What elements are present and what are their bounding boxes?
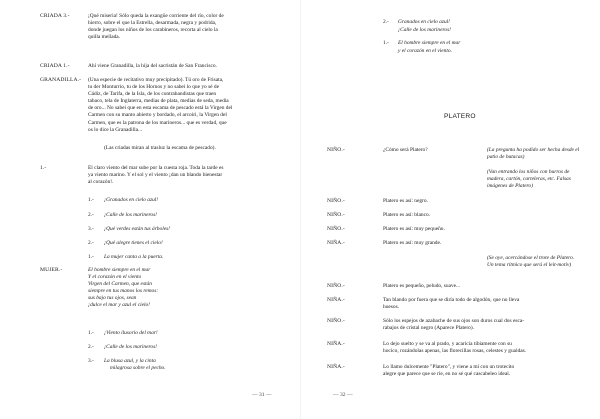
line-number: 1.- bbox=[88, 330, 94, 336]
page-number: — 31 — bbox=[252, 392, 272, 398]
speaker-granadilla: GRANADILLA.- bbox=[40, 77, 82, 83]
speaker-nino: NIÑO.- bbox=[327, 318, 345, 324]
speech-line: huesos. bbox=[383, 304, 400, 311]
text-line: ¡Qué miseria! Sólo queda la exangüe corriente del río, color de bbox=[88, 13, 224, 19]
direction-line: Un tema rítmico que será el leit-motiv) bbox=[487, 262, 572, 269]
speaker-1-speech bbox=[88, 165, 282, 186]
stage-direction: (Las criadas miran al trasluz la escama de pescado). bbox=[104, 145, 216, 151]
verse-line: ¡Viento ilusorio del mar! bbox=[104, 330, 158, 336]
granadilla-speech bbox=[88, 77, 282, 134]
line-number: 3.- bbox=[88, 358, 94, 364]
line-number: 1.- bbox=[383, 40, 389, 46]
verse-line: ¡Qué verdes están tus árboles! bbox=[104, 226, 170, 232]
speaker-nino: NIÑO.- bbox=[327, 212, 345, 218]
right-page bbox=[300, 0, 600, 419]
speech-block bbox=[383, 318, 591, 332]
line-number: 1.- bbox=[88, 197, 94, 203]
speaker-nino: NIÑO.- bbox=[327, 283, 345, 289]
speech-line: Platero es así: muy pequeño. bbox=[383, 226, 445, 232]
text-line: hierro, sobre el que la Estrella, desarmada, negra y podrida, bbox=[88, 20, 217, 27]
speaker-criada-1: CRIADA 1.- bbox=[40, 63, 70, 69]
criada-1-speech bbox=[88, 63, 278, 70]
speaker-1: 1.- bbox=[40, 165, 47, 171]
verse-line: ¡Calle de los marineros! bbox=[104, 212, 157, 218]
verse-line: Virgen del Carmen, que están bbox=[88, 281, 152, 288]
text-line: os lo dice la Granadilla... bbox=[88, 126, 143, 133]
speech-line: alegre que parece que se ríe, en no sé qué cascabeleo ideal. bbox=[383, 371, 511, 378]
text-line: El claro viento del mar sube por la cuesta roja. Toda la tarde es bbox=[88, 165, 224, 171]
text-line: de oro... No sabei que en esta escama de pescado está la Virgen del bbox=[88, 105, 233, 112]
verse-line: La blusa azul, y la cinta bbox=[104, 358, 156, 364]
line-number: 2.- bbox=[383, 19, 389, 25]
verse-line: La mujer canta a la puerta. bbox=[104, 254, 164, 260]
mujer-song bbox=[88, 267, 278, 310]
text-line: tabaco, tela de Inglaterra, medias de plata, medias de seda, media bbox=[88, 98, 229, 105]
verse-line: ¡Granados en cielo azul! bbox=[104, 197, 159, 203]
speaker-nina: NIÑA.- bbox=[327, 364, 345, 370]
direction-line: imágenes de Platero) bbox=[487, 183, 533, 190]
direction-line: (Van entrando los niños con burros de bbox=[487, 169, 570, 175]
verse-line: ¡Calle de los marineros! bbox=[104, 344, 157, 350]
text-line: (Una especie de recitativo muy precipitado). Tú oro de Frisata, bbox=[88, 77, 224, 83]
speaker-nino: NIÑO.- bbox=[327, 226, 345, 232]
section-title: PLATERO bbox=[444, 113, 476, 120]
text-line: al corazón!. bbox=[88, 179, 114, 186]
speech-line: rabajos de cristal negro (Aparece Platero). bbox=[383, 325, 474, 332]
speaker-criada-3: CRIADA 3.- bbox=[40, 13, 70, 19]
speech-line: Platero es pequeño, peludo, suave... bbox=[383, 283, 461, 289]
verse-line: ¡Calle de los marineros! bbox=[398, 27, 451, 33]
speech-line: Lo llamo dulcemente "Platero", y viene a mí con un trotecito bbox=[383, 364, 515, 370]
speaker-nina: NIÑA.- bbox=[327, 341, 345, 347]
speaker-nina: NIÑA.- bbox=[327, 240, 345, 246]
speech-line: Platero es así: negro. bbox=[383, 198, 428, 204]
verse-line: Y el corazón en el viento bbox=[88, 274, 142, 281]
text-line: tu der Monturrio, tu de los Hornos y no sabei lo que yo sé de bbox=[88, 84, 220, 91]
text-line: Ahí viene Granadilla, la hija del sacristán de San Francisco. bbox=[88, 63, 217, 69]
direction-line: (La pregunta ha podido ser hecha desde el bbox=[487, 147, 580, 153]
speech-line: hocico, rozándolas apenas, las florecillas rosas, celestes y gualdas. bbox=[383, 348, 527, 355]
speech-line: ¿Cómo será Platero? bbox=[383, 147, 428, 153]
text-line: ya viento marino. Y el sol y el viento ¡dan un blando bienestar bbox=[88, 172, 223, 179]
speech-line: Lo dejo suelto y se va al prado, y acaricia tibiamente con su bbox=[383, 341, 512, 347]
text-line: Cádiz, de Tarifa, de la Isla, de los contrabandistas que traen bbox=[88, 91, 217, 98]
verse-line: Granados en cielo azul! bbox=[398, 19, 450, 25]
speech-block bbox=[383, 297, 591, 311]
text-line: quilla mellada. bbox=[88, 34, 121, 41]
verse-line: El hombre siempre en el mar bbox=[398, 40, 461, 46]
verse-line: ¡Qué alegre tienes el cielo! bbox=[104, 240, 163, 246]
speaker-mujer: MUJER.- bbox=[40, 267, 63, 273]
stage-direction bbox=[487, 255, 595, 269]
verse-line: y el corazón en el viento. bbox=[398, 48, 452, 54]
direction-line: (Se oye, acercándose el trote de Platero. bbox=[487, 255, 575, 261]
line-number: 2.- bbox=[88, 212, 94, 218]
speech-line: Platero es así: blanco. bbox=[383, 212, 431, 218]
speech-line: Tan blando por fuera que se diría todo de algodón, que no lleva bbox=[383, 297, 520, 303]
speech-block bbox=[383, 364, 595, 378]
text-line: donde juegan los niños de los carabineros, recorta al cielo la bbox=[88, 27, 218, 34]
verse-line: sus bajo tus ojos, sean bbox=[88, 295, 137, 302]
verse-line: siempre en tus manos los remos: bbox=[88, 288, 159, 295]
line-number: 3.- bbox=[88, 226, 94, 232]
verse-line: milagrosa sobre el pecho. bbox=[110, 365, 166, 371]
speech-line: Platero es así: muy grande. bbox=[383, 240, 442, 246]
line-number: 2.- bbox=[88, 344, 94, 350]
speech-block bbox=[383, 341, 595, 355]
criada-3-speech bbox=[88, 13, 278, 41]
direction-line: patio de butacas) bbox=[487, 154, 525, 161]
speech-line: Sólo los espejos de azabache de sus ojos son duros cual dos esca- bbox=[383, 318, 525, 324]
text-line: Carmen con su manto abierto y bordado, el arcoiri, la Virgen del bbox=[88, 112, 227, 119]
line-number: 2.- bbox=[88, 240, 94, 246]
text-line: Carmen, que es la patrona de los marineros... que es verdad, que bbox=[88, 119, 227, 126]
stage-direction bbox=[487, 169, 592, 190]
line-number: 1.- bbox=[88, 254, 94, 260]
stage-direction bbox=[487, 147, 587, 161]
speaker-nino: NIÑO.- bbox=[327, 198, 345, 204]
page-number: — 32 — bbox=[333, 392, 353, 398]
direction-line: madera, cartón, carteleras, etc. Falsas bbox=[487, 176, 571, 183]
speaker-nino: NIÑO.- bbox=[327, 147, 345, 153]
verse-line: El hombre siempre en el mar bbox=[88, 267, 151, 273]
speaker-nina: NIÑA.- bbox=[327, 297, 345, 303]
verse-line: ¡dulce el mar y azul el cielo! bbox=[88, 302, 150, 309]
